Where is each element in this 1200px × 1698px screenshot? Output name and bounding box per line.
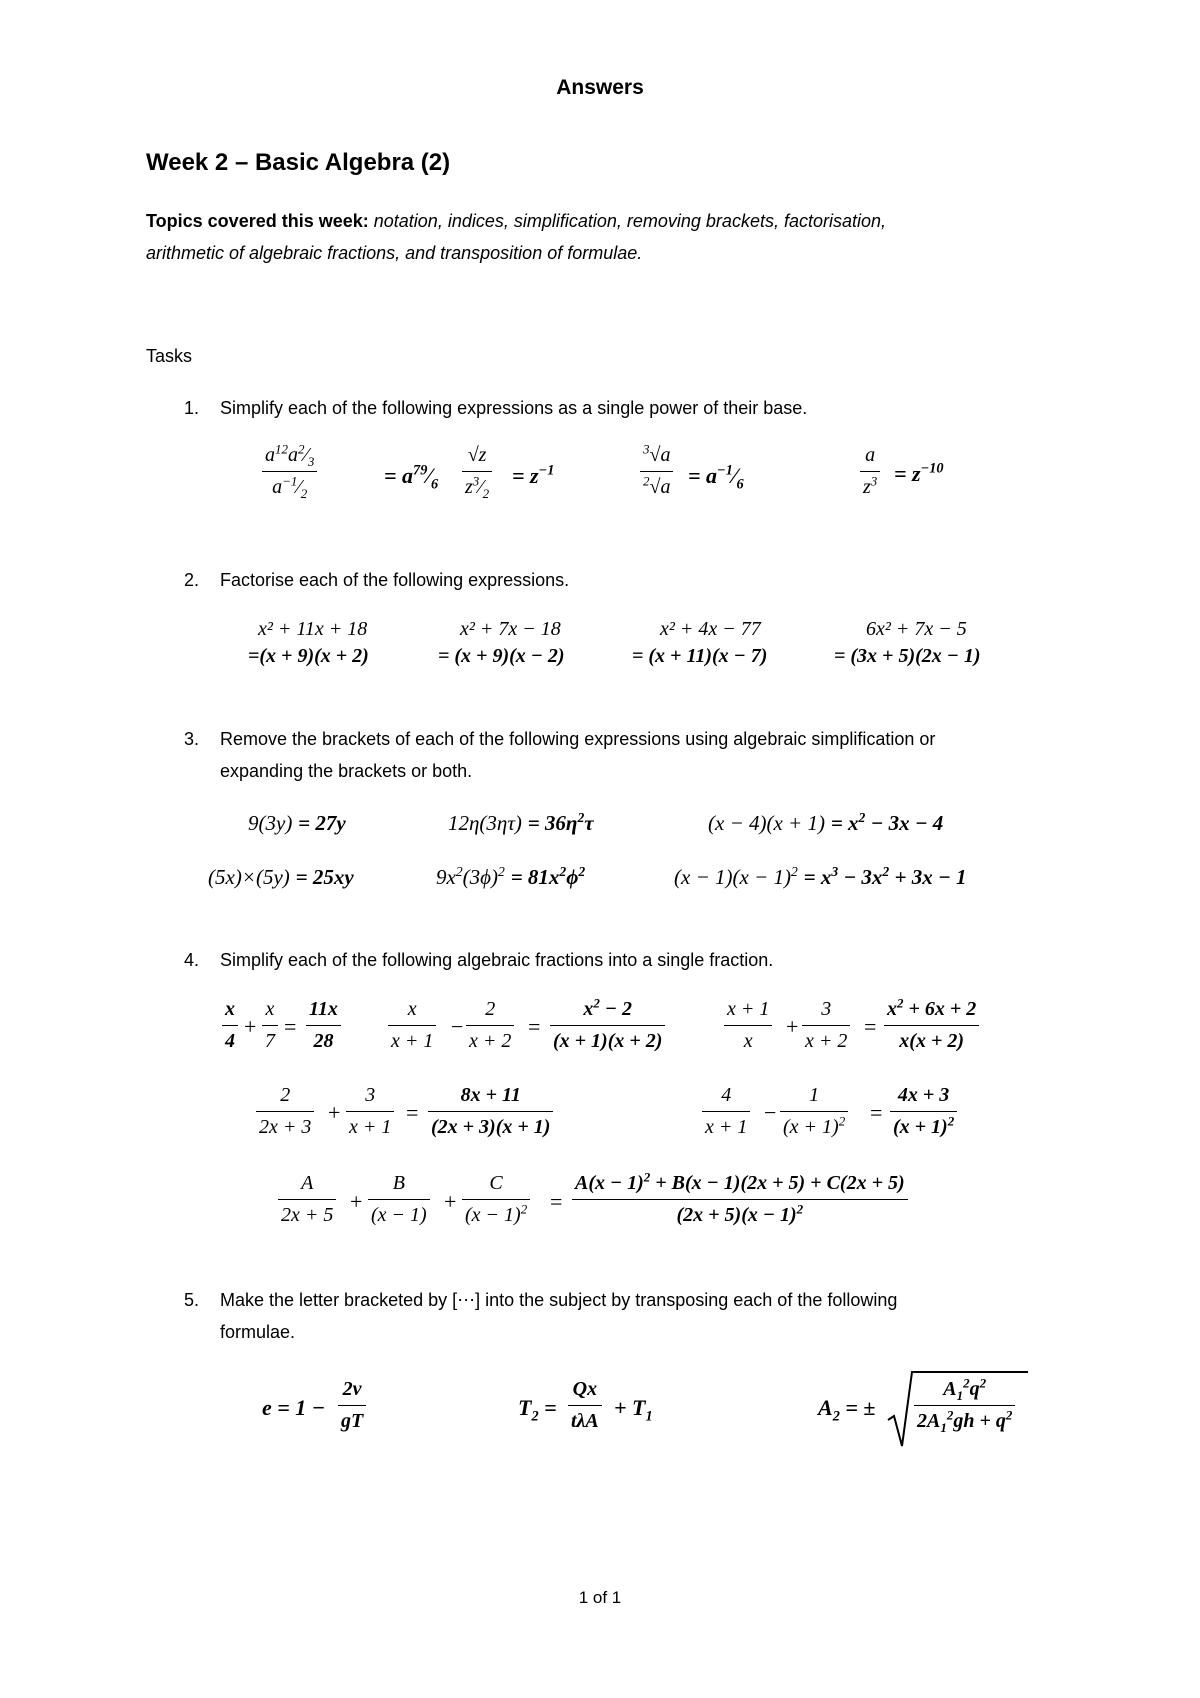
topics-list-2: arithmetic of algebraic fractions, and transposition of formulae. (146, 243, 643, 263)
q1d-answer: = $z^{-10}$ (894, 460, 944, 486)
q4f-term-3: $\frac{C}{(x - 1)^2}$ (462, 1172, 530, 1227)
q5c-lhs: $A_2$ = ± (818, 1395, 876, 1425)
q3d-expression: (5x)×(5y) = 25xy (208, 865, 354, 889)
q2a-answer: =(x + 9)(x + 2) (248, 645, 369, 667)
q3a-expression: 9(3y) = 27y (248, 811, 346, 835)
topics-list-1: notation, indices, simplification, removing brackets, factorisation, (373, 211, 887, 231)
q3-text-1: Remove the brackets of each of the following expressions using algebraic simplification or (220, 729, 936, 749)
q3f-expression: $(x - 1)(x - 1)^2 = x^3 - 3x^2 + 3x - 1$ (674, 864, 967, 889)
q3-number: 3. (184, 729, 200, 749)
q4a-term-2: $\frac{x}{7}$ (262, 998, 278, 1053)
topics-label: Topics covered this week: (146, 211, 369, 231)
q4f-term-2: $\frac{B}{(x - 1)}$ (368, 1172, 430, 1227)
q5b-rhs: + $T_1$ (614, 1395, 653, 1425)
q1a-answer: = $a^{79}⁄_6$ (384, 462, 439, 493)
q4f-answer: $\frac{A(x - 1)^2 + B(x - 1)(2x + 5) + C(2x + 5)}{(2x + 5)(x - 1)^2}$ (572, 1172, 908, 1227)
page-title: Answers (556, 76, 644, 99)
q4c-term-2: $\frac{3}{x + 2}$ (802, 998, 850, 1053)
q5-text-1: Make the letter bracketed by [⋯] into the subject by transposing each of the following (220, 1290, 898, 1310)
q1a-fraction: $\frac{a^{12}a^2⁄_3}{a^{-1}⁄_2}$ (262, 444, 317, 499)
q5b-fraction: Qx tλA (568, 1378, 602, 1433)
q3c-expression: $(x - 4)(x + 1) = x^2 - 3x - 4$ (708, 810, 944, 835)
q2-number: 2. (184, 570, 200, 590)
q1b-answer: = $z^{-1}$ (512, 462, 555, 488)
q2b-answer: = (x + 9)(x − 2) (438, 645, 565, 667)
q5c-fraction: $\frac{A_1^2q^2}{2A_1^2gh + q^2}$ (914, 1378, 1015, 1433)
topics-line-1 (146, 205, 886, 237)
q4d-term-1: $\frac{2}{2x + 3}$ (256, 1084, 314, 1139)
q4e-term-1: $\frac{4}{x + 1}$ (702, 1084, 750, 1139)
q4a-term-1: $\frac{x}{4}$ (222, 998, 238, 1053)
q5b-lhs: $T_2$ = (518, 1395, 557, 1425)
q1c-fraction: $\frac{^3√a}{^2√a}$ (640, 444, 673, 499)
q2b-expression: x² + 7x − 18 (460, 618, 561, 640)
q5-number: 5. (184, 1290, 200, 1310)
q1-number: 1. (184, 398, 200, 418)
q5-text-2: formulae. (220, 1322, 296, 1342)
q4e-term-2: $\frac{1}{(x + 1)^2}$ (780, 1084, 848, 1139)
q4b-term-2: $\frac{2}{x + 2}$ (466, 998, 514, 1053)
q4a-answer: $\frac{11x}{28}$ (306, 998, 341, 1053)
q3b-expression: $12\eta(3\eta\tau) = 36\eta^2\tau$ (448, 810, 594, 835)
q2c-answer: = (x + 11)(x − 7) (632, 645, 768, 667)
q4c-term-1: $\frac{x + 1}{x}$ (724, 998, 772, 1053)
q4b-term-1: $\frac{x}{x + 1}$ (388, 998, 436, 1053)
q2a-expression: x² + 11x + 18 (258, 618, 368, 640)
q2-text: Factorise each of the following expressions. (220, 570, 570, 590)
q4-text: Simplify each of the following algebraic fractions into a single fraction. (220, 950, 774, 970)
tasks-label: Tasks (146, 346, 193, 366)
q4e-answer: $\frac{4x + 3}{(x + 1)^2}$ (890, 1084, 957, 1139)
q1c-answer: = $a^{-1}⁄_6$ (688, 462, 744, 493)
q1-text: Simplify each of the following expressions as a single power of their base. (220, 398, 808, 418)
q4d-term-2: $\frac{3}{x + 1}$ (346, 1084, 394, 1139)
q2d-expression: 6x² + 7x − 5 (866, 618, 967, 640)
week-heading: Week 2 – Basic Algebra (2) (146, 149, 451, 176)
q3e-expression: $9x^2(3\phi)^2 = 81x^2\phi^2$ (436, 864, 586, 889)
q4c-answer: $\frac{x^2 + 6x + 2}{x(x + 2)}$ (884, 998, 979, 1053)
page-number: 1 of 1 (578, 1588, 622, 1607)
q5a-lhs: e = 1 − (262, 1395, 326, 1420)
q3-text-2: expanding the brackets or both. (220, 761, 473, 781)
q5a-fraction: $\frac{2v}{gT}$ (338, 1378, 366, 1433)
q1b-fraction: $\frac{√z}{z^3⁄_2}$ (462, 444, 492, 499)
q4d-answer: $\frac{8x + 11}{(2x + 3)(x + 1)}$ (428, 1084, 553, 1139)
q4b-answer: $\frac{x^2 - 2}{(x + 1)(x + 2)}$ (550, 998, 665, 1053)
q2c-expression: x² + 4x − 77 (660, 618, 761, 640)
q4-number: 4. (184, 950, 200, 970)
q4f-term-1: $\frac{A}{2x + 5}$ (278, 1172, 336, 1227)
q1d-fraction: $\frac{a}{z^3}$ (860, 444, 880, 499)
q2d-answer: = (3x + 5)(2x − 1) (834, 645, 981, 667)
